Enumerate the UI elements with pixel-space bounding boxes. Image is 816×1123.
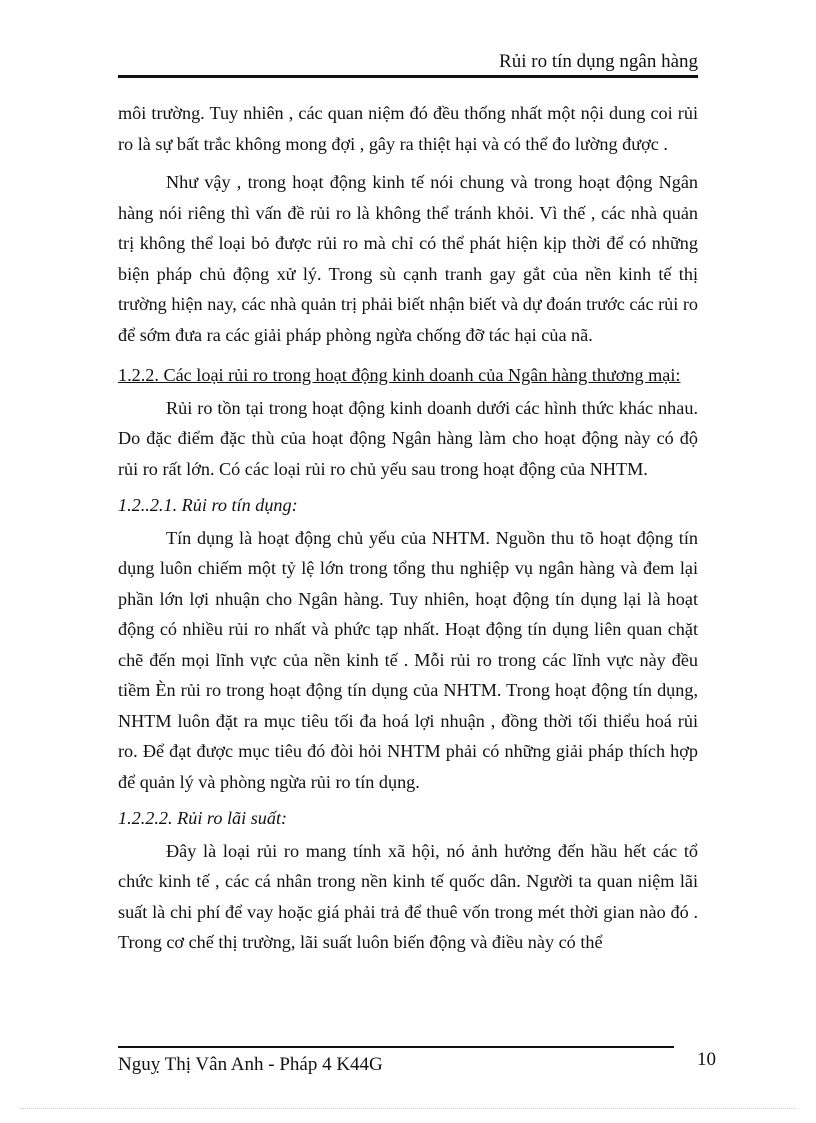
footer-author: Nguỵ Thị Vân Anh - Pháp 4 K44G [118,1054,383,1075]
paragraph-risk-unavoidable: Như vậy , trong hoạt động kinh tế nói chung và trong hoạt động Ngân hàng nói riêng thì vấn đề rủi ro là không thể tránh khỏi. Vì thế , các nhà quản trị không thể loại bỏ được rủi ro mà chỉ có thể phát hiện kịp thời để có những biện pháp chủ động xử lý. Trong sù cạnh tranh gay gắt của nền kinh tế thị trường hiện nay, các nhà quản trị phải biết nhận biết và dự đoán trước các rủi ro để sớm đưa ra các giải pháp phòng ngừa chống đỡ tác hại của nã. [118,172,698,345]
running-header-title: Rủi ro tín dụng ngân hàng [499,51,698,72]
subheading-credit-risk: 1.2..2.1. Rủi ro tín dụng: [118,495,298,515]
page-edge-dotted-line [20,1108,796,1109]
paragraph-continuation: môi trường. Tuy nhiên , các quan niệm đó đều thống nhất một nội dung coi rủi ro là sự bất trắc không mong đợi , gây ra thiệt hại và có thể đo lường được . [118,103,698,154]
footer-rule [118,1046,674,1048]
body-text [118,98,698,958]
paragraph-credit-risk: Tín dụng là hoạt động chủ yếu của NHTM. Nguồn thu tõ hoạt động tín dụng luôn chiếm một tỷ lệ lớn trong tổng thu nghiệp vụ ngân hàng và đem lại phần lớn lợi nhuận cho Ngân hàng. Tuy nhiên, hoạt động tín dụng lại là hoạt động có nhiều rủi ro nhất và phức tạp nhất. Hoạt động tín dụng liên quan chặt chẽ đến mọi lĩnh vực của nền kinh tế . Mỗi rủi ro trong các lĩnh vực này đều tiềm Èn rủi ro trong hoạt động tín dụng của NHTM. Trong hoạt động tín dụng, NHTM luôn đặt ra mục tiêu tối đa hoá lợi nhuận , đồng thời tối thiểu hoá rủi ro. Để đạt được mục tiêu đó đòi hỏi NHTM phải có những giải pháp thích hợp để quản lý và phòng ngừa rủi ro tín dụng. [118,527,698,792]
paragraph-interest-rate-risk: Đây là loại rủi ro mang tính xã hội, nó ảnh hưởng đến hầu hết các tổ chức kinh tế , các cá nhân trong nền kinh tế quốc dân. Người ta quan niệm lãi suất là chi phí để vay hoặc giá phải trả để thuê vốn trong mét thời gian nào đó . Trong cơ chế thị trường, lãi suất luôn biến động và điều này có thể [118,840,698,952]
subheading-interest-rate-risk: 1.2.2.2. Rủi ro lãi suất: [118,808,288,828]
header-rule [118,75,698,78]
section-heading-1-2-2: 1.2.2. Các loại rủi ro trong hoạt động kinh doanh của Ngân hàng thương mại: [118,365,681,385]
page-number: 10 [697,1049,716,1070]
paragraph-risk-types: Rủi ro tồn tại trong hoạt động kinh doanh dưới các hình thức khác nhau. Do đặc điểm đặc thù của hoạt động Ngân hàng làm cho hoạt động này có độ rủi ro rất lớn. Có các loại rủi ro chủ yếu sau trong hoạt động của NHTM. [118,397,698,479]
